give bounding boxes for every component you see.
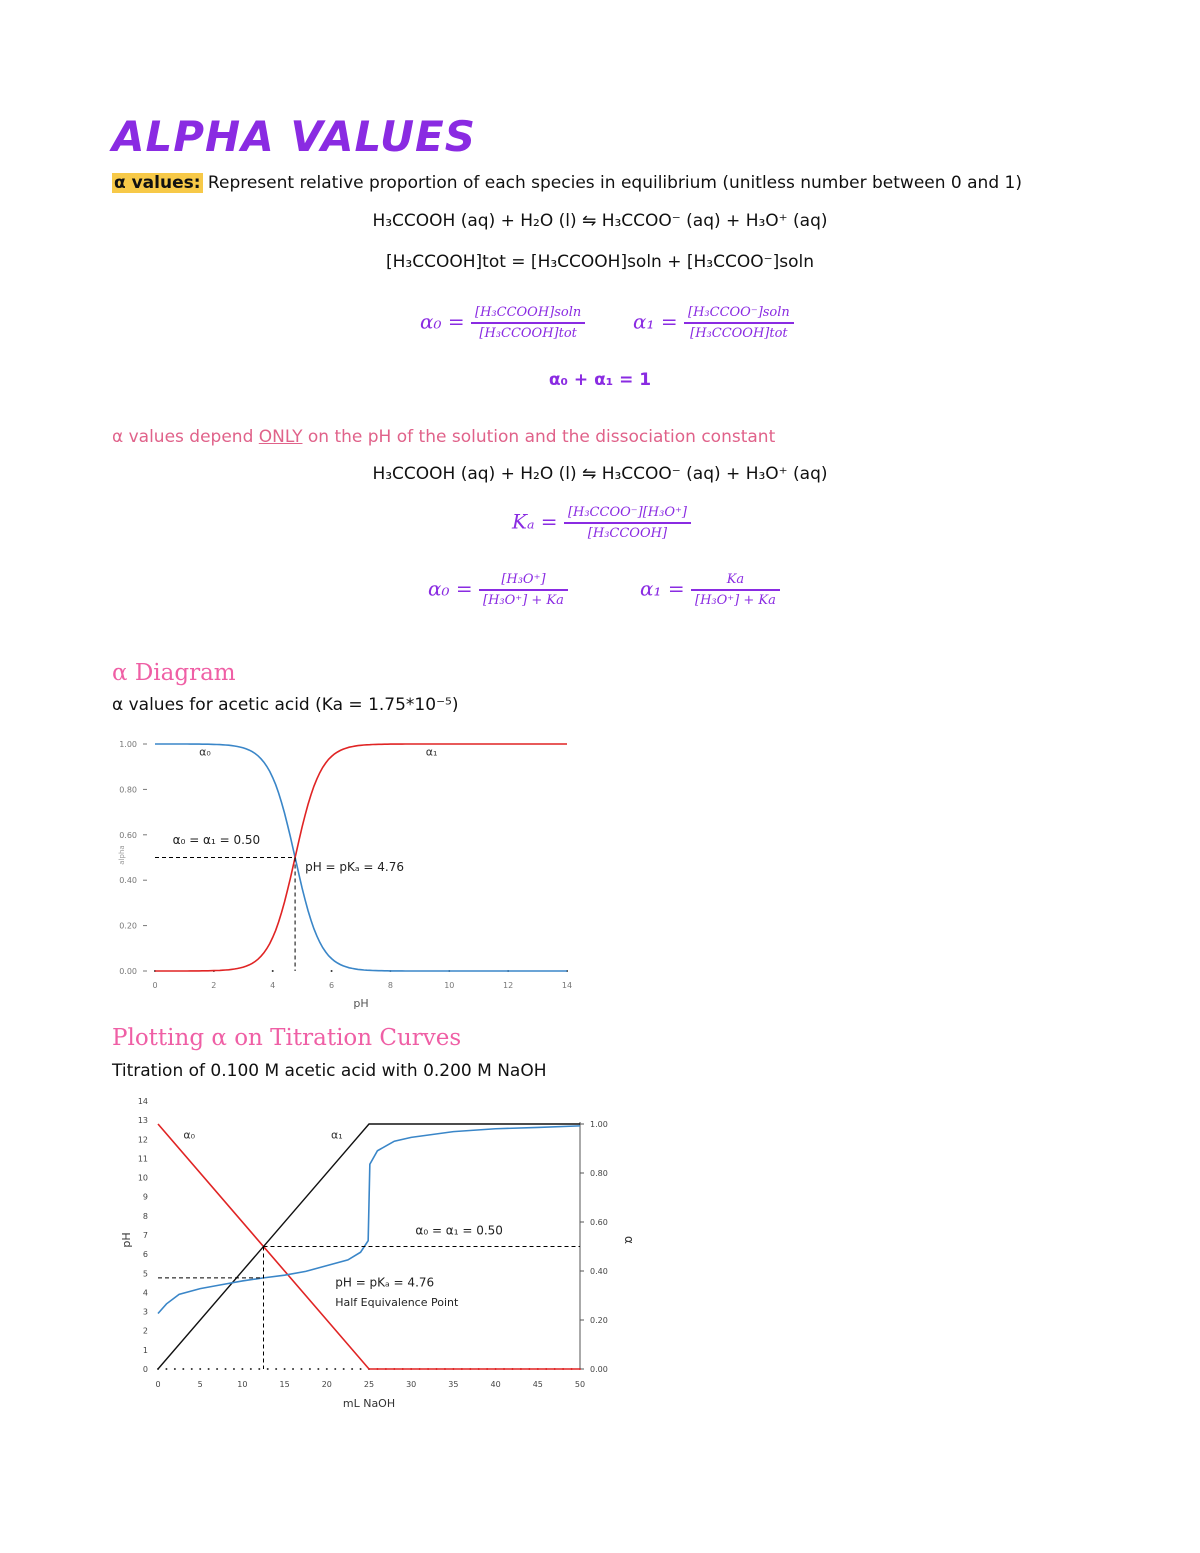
y-tick-label: 9 [142,1192,148,1202]
x-tick-label: 8 [387,981,393,990]
x-tick-label: 40 [490,1380,501,1389]
alpha0-ka-expression [428,572,568,608]
ka-numerator: [H₃CCOO⁻][H₃O⁺] [564,505,691,524]
x-tick-label: 12 [503,981,514,990]
annotation-pka: pH = pKₐ = 4.76 [335,1275,435,1290]
series-line-alpha0 [155,744,567,971]
y-tick-label: 4 [142,1288,148,1298]
y-tick-label: 1.00 [119,740,137,749]
x-minor-tick [317,1368,319,1370]
y2-tick-label: 1.00 [590,1120,608,1129]
alpha1-definition [633,305,794,341]
ka-lhs: Kₐ = [512,509,558,534]
alpha0-definition [420,305,585,341]
x-minor-tick [326,1368,328,1370]
x-tick-label: 2 [211,981,217,990]
y-tick-label: 0.40 [119,876,137,886]
x-tick [331,970,333,972]
y2-tick-label: 0.20 [590,1316,608,1325]
section-titration-subtitle: Titration of 0.100 M acetic acid with 0.200 M NaOH [112,1061,547,1081]
x-tick-label: 50 [574,1380,586,1389]
y-tick-label: 1 [142,1345,148,1355]
section-titration: Plotting α on Titration Curves [112,1025,462,1051]
x-minor-tick [300,1368,302,1370]
alpha0-ka-denominator: [H₃O⁺] + Ka [483,593,564,608]
x-tick-label: 14 [561,981,573,990]
alpha1-denominator: [H₃CCOOH]tot [690,326,788,341]
x-minor-tick [351,1368,353,1370]
x-minor-tick [258,1368,260,1370]
section-alpha-diagram-subtitle: α values for acetic acid (Ka = 1.75*10⁻⁵) [112,695,459,715]
alpha1-ka-denominator: [H₃O⁺] + Ka [695,593,776,608]
x-minor-tick [309,1368,311,1370]
alpha1-lhs: α₁ = [633,309,678,334]
y-tick-label: 0.80 [119,785,137,795]
x-minor-tick [199,1368,201,1370]
x-minor-tick [241,1368,243,1370]
y2-axis-label: α [622,1236,636,1244]
x-minor-tick [343,1368,345,1370]
x-tick-label: 10 [444,981,455,990]
depend-post: on the pH of the solution and the dissociation constant [302,427,776,447]
series-label-alpha1: α₁ [425,745,438,759]
alpha0-lhs: α₀ = [420,309,465,334]
y-tick-label: 0 [142,1365,148,1374]
x-tick-label: 6 [329,981,335,990]
x-minor-tick [250,1368,252,1370]
x-tick-label: 4 [270,981,276,990]
x-minor-tick [275,1368,277,1370]
titration-chart [110,1090,650,1420]
depend-line [112,427,775,447]
x-axis-label: mL NaOH [342,1397,396,1410]
y-tick-label: 5 [142,1269,148,1279]
alpha-sum: α₀ + α₁ = 1 [548,370,652,390]
x-tick-label: 45 [532,1380,543,1389]
y2-tick-label: 0.00 [590,1365,608,1374]
y2-tick-label: 0.40 [590,1267,608,1276]
alpha1-ka-lhs: α₁ = [640,576,685,601]
x-tick [272,970,274,972]
x-axis-label: pH [353,997,369,1010]
x-tick-label: 10 [237,1380,248,1389]
y-tick-label: 8 [142,1211,148,1221]
x-tick-label: 0 [155,1380,161,1389]
y-axis-label: alpha [118,845,126,865]
y-tick-label: 11 [137,1154,148,1164]
annotation-alpha-equal: α₀ = α₁ = 0.50 [172,832,261,847]
alpha0-numerator: [H₃CCOOH]soln [471,305,585,324]
x-tick-label: 20 [321,1380,332,1389]
page-title: ALPHA VALUES [112,112,476,161]
x-minor-tick [216,1368,218,1370]
depend-pre: α values depend [112,427,259,447]
series-label-alpha0: α₀ [199,745,211,759]
y-tick-label: 14 [137,1097,148,1106]
y-tick-label: 13 [137,1116,148,1126]
equilibrium-equation-2: H₃CCOOH (aq) + H₂O (l) ⇋ H₃CCOO⁻ (aq) + H₃O⁺ (aq) [372,464,828,484]
equilibrium-equation: H₃CCOOH (aq) + H₂O (l) ⇋ H₃CCOO⁻ (aq) + H₃O⁺ (aq) [372,211,828,231]
series-label-alpha0: α₀ [183,1128,195,1142]
x-tick-label: 15 [279,1380,290,1389]
x-tick-label: 5 [197,1380,203,1389]
y-tick-label: 6 [142,1250,148,1260]
x-minor-tick [233,1368,235,1370]
depend-only: ONLY [258,427,303,447]
y-tick-label: 0.20 [119,921,137,931]
annotation-half-equivalence: Half Equivalence Point [335,1295,459,1309]
y-axis-label: pH [120,1232,133,1248]
y-tick-label: 0.00 [119,967,137,976]
series-label-alpha1: α₁ [331,1128,343,1142]
x-tick-label: 35 [448,1380,459,1389]
ka-expression [512,505,691,541]
alpha0-ka-numerator: [H₃O⁺] [479,572,568,591]
x-minor-tick [292,1368,294,1370]
intro-text: Represent relative proportion of each species in equilibrium (unitless number between 0 and 1) [202,173,1022,193]
y-tick-label: 3 [142,1307,148,1317]
alpha1-numerator: [H₃CCOO⁻]soln [684,305,794,324]
x-minor-tick [225,1368,227,1370]
y-tick-label: 2 [142,1326,148,1336]
x-minor-tick [284,1368,286,1370]
alpha0-denominator: [H₃CCOOH]tot [479,326,577,341]
y2-tick-label: 0.80 [590,1169,608,1178]
x-tick-label: 25 [363,1380,375,1389]
ka-denominator: [H₃CCOOH] [587,526,668,541]
y-tick-label: 0.60 [119,830,137,840]
mass-balance-equation: [H₃CCOOH]tot = [H₃CCOOH]soln + [H₃CCOO⁻]soln [386,252,814,272]
x-tick-label: 0 [152,981,158,990]
annotation-alpha-equal: α₀ = α₁ = 0.50 [415,1223,503,1238]
x-minor-tick [360,1368,362,1370]
alpha-diagram-chart [110,730,590,1020]
y-tick-label: 10 [137,1173,148,1183]
x-minor-tick [191,1368,193,1370]
section-alpha-diagram: α Diagram [112,660,236,686]
x-minor-tick [182,1368,184,1370]
x-minor-tick [165,1368,167,1370]
x-minor-tick [267,1368,269,1370]
alpha1-ka-expression [640,572,780,608]
y-tick-label: 12 [137,1135,148,1145]
x-minor-tick [334,1368,336,1370]
y-tick-label: 7 [142,1231,148,1240]
intro-line [112,173,1022,193]
y2-tick-label: 0.60 [590,1218,608,1227]
series-line-alpha1 [155,744,567,971]
alpha0-ka-lhs: α₀ = [428,576,473,601]
x-minor-tick [208,1368,210,1370]
alpha1-ka-numerator: Ka [691,572,780,591]
annotation-pka: pH = pKₐ = 4.76 [305,860,405,875]
intro-label: α values: [114,173,201,193]
x-minor-tick [174,1368,176,1370]
x-tick-label: 30 [406,1380,417,1389]
